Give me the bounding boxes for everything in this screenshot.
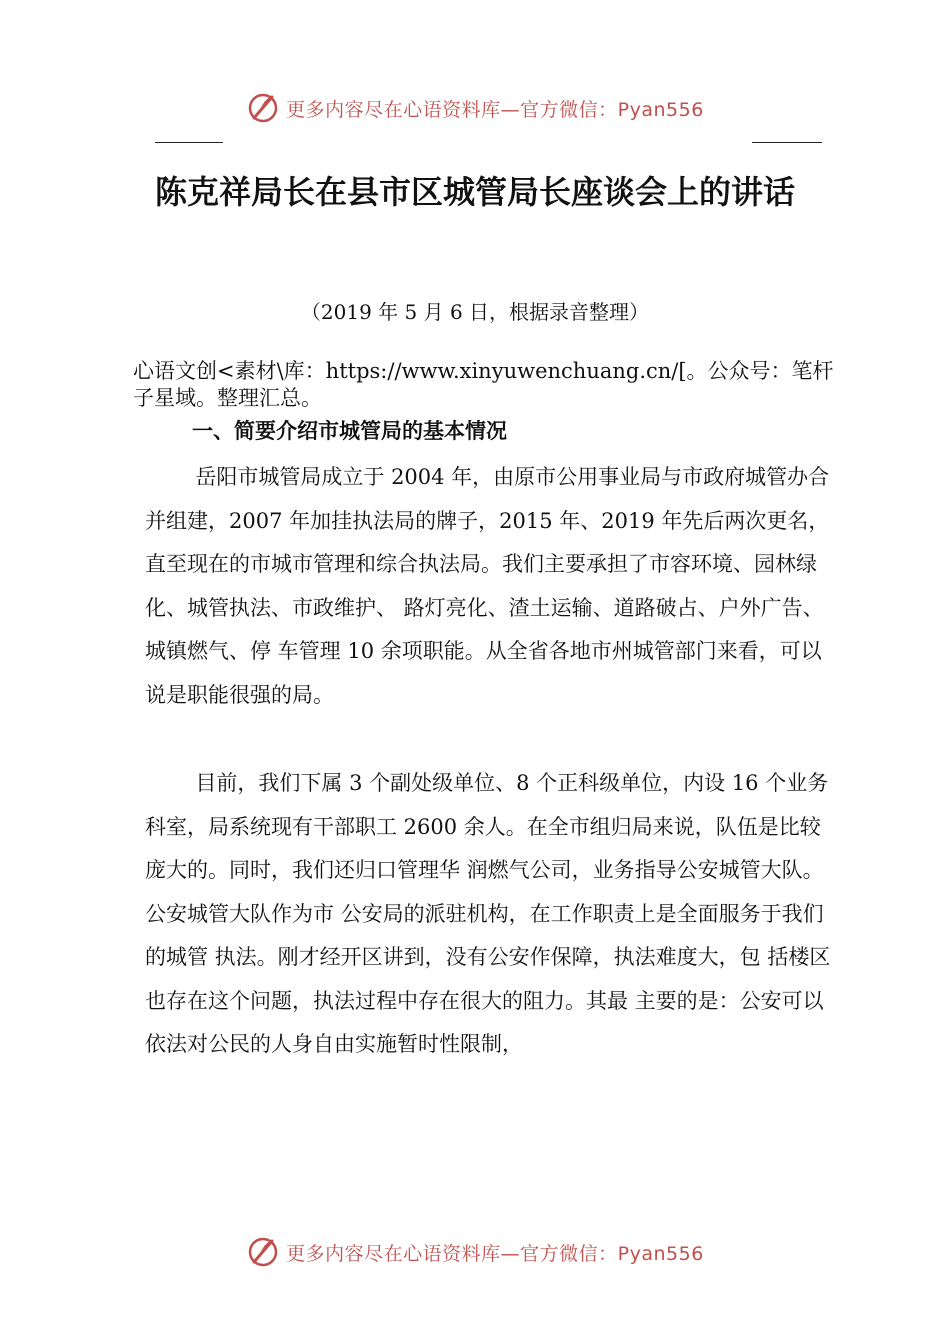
header-banner-text: 更多内容尽在心语资料库—官方微信：Pyan556 (286, 98, 704, 121)
body-paragraph-1: 岳阳市城管局成立于 2004 年，由原市公用事业局与市政府城管办合并组建，2007 年加挂执法局的牌子，2015 年、2019 年先后两次更名，直至现在的市城市管理和综合执法局。我们主要承担了市容环境、园林绿化、城管执法、市政维护、 路灯亮化、渣土运输、道路破占、户外广告、城镇燃气、停 车管理 10 余项职能。从全省各地市州城管部门来看，可以说是职能很强的局。 (145, 465, 830, 707)
section-heading: 一、简要介绍市城管局的基本情况 (192, 419, 507, 443)
document-title: 陈克祥局长在县市区城管局长座谈会上的讲话 (154, 173, 795, 211)
header-rule-left (155, 142, 223, 143)
quill-logo-icon (246, 1235, 280, 1269)
footer-banner-text: 更多内容尽在心语资料库—官方微信：Pyan556 (286, 1242, 704, 1265)
footer-banner (0, 1232, 950, 1272)
source-line: 心语文创<素材\库：https://www.xinyuwenchuang.cn/[。公众号：笔杆子星域。整理汇总。 (133, 359, 834, 410)
header-rule-right (752, 142, 822, 143)
quill-logo-icon (246, 91, 280, 125)
document-dateline: （2019 年 5 月 6 日，根据录音整理） (300, 300, 650, 324)
body-paragraph-2: 目前，我们下属 3 个副处级单位、8 个正科级单位，内设 16 个业务科室，局系统现有干部职工 2600 余人。在全市组归局来说，队伍是比较庞大的。同时，我们还归口管理华 润燃气公司，业务指导公安城管大队。公安城管大队作为市 公安局的派驻机构，在工作职责上是全面服务于我们的城管 执法。刚才经开区讲到，没有公安作保障，执法难度大，包 括楼区也存在这个问题，执法过程中存在很大的阻力。其最 主要的是：公安可以依法对公民的人身自由实施暂时性限制， (145, 771, 831, 1056)
header-banner (0, 88, 950, 128)
